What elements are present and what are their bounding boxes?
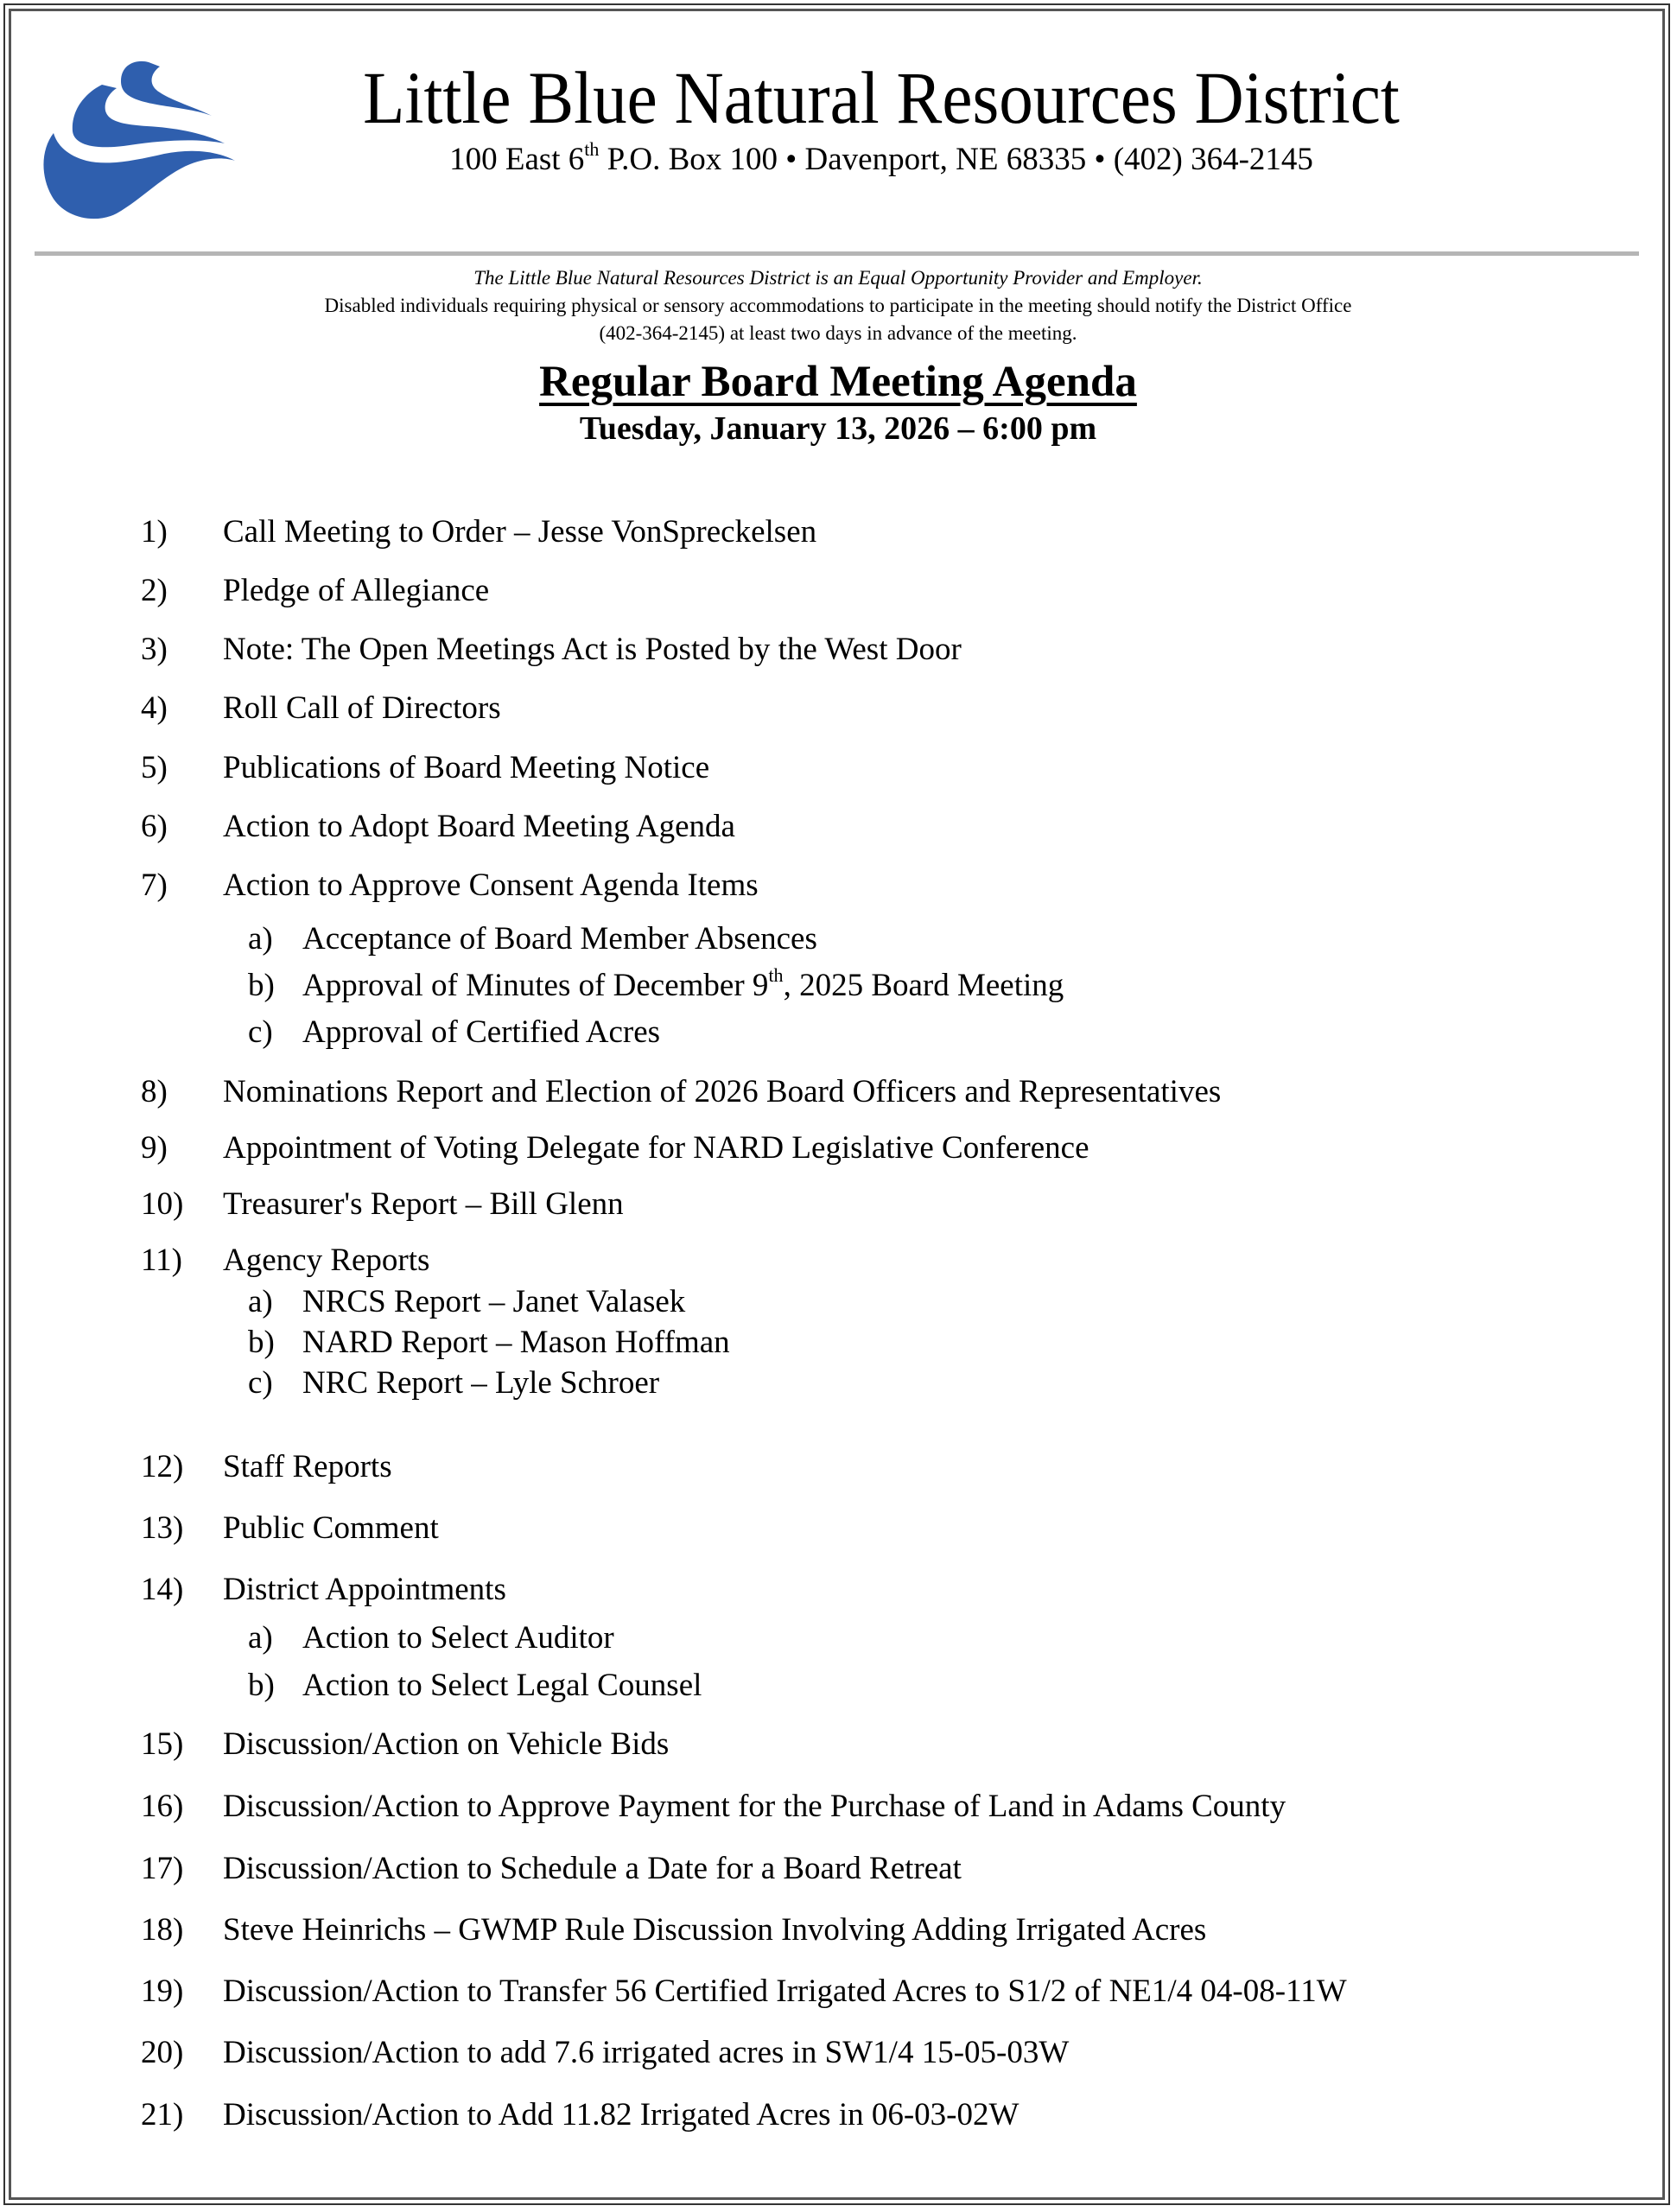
subitem-text: NRCS Report – Janet Valasek [302,1284,686,1319]
item-number: 9) [141,1130,168,1166]
item-text: Discussion/Action to add 7.6 irrigated acres in SW1/4 15-05-03W [223,2035,1070,2070]
item-text: Steve Heinrichs – GWMP Rule Discussion Involving Adding Irrigated Acres [223,1912,1207,1948]
subitem-letter: a) [248,1620,273,1656]
subitem-letter: a) [248,1284,273,1319]
item-number: 15) [141,1726,184,1762]
item-number: 1) [141,514,168,550]
item-text: Action to Adopt Board Meeting Agenda [223,809,735,844]
item-number: 13) [141,1510,184,1546]
accommodations-notice-line2: (402-364-2145) at least two days in advance of the meeting. [599,322,1077,344]
item-number: 6) [141,809,168,844]
item-text: Staff Reports [223,1449,392,1484]
equal-opportunity-statement: The Little Blue Natural Resources District is an Equal Opportunity Provider and Employer. [473,267,1203,289]
subitem-text-part: Approval of Minutes of December 9 [302,968,769,1003]
address-street: 100 East 6 [449,142,585,177]
item-number: 21) [141,2097,184,2133]
item-text: Treasurer's Report – Bill Glenn [223,1186,624,1222]
item-number: 7) [141,868,168,903]
subitem-letter: b) [248,1325,275,1360]
subitem-text: Action to Select Auditor [302,1620,614,1656]
organization-address [259,138,1503,181]
item-text: Public Comment [223,1510,439,1546]
item-text: Appointment of Voting Delegate for NARD Legislative Conference [223,1130,1089,1166]
item-number: 12) [141,1449,184,1484]
subitem-text [302,965,1064,1007]
subitem-letter: c) [248,1014,273,1050]
address-contact: P.O. Box 100 • Davenport, NE 68335 • (402) 364-2145 [599,142,1313,177]
item-text: Nominations Report and Election of 2026 Board Officers and Representatives [223,1074,1222,1109]
item-text: Publications of Board Meeting Notice [223,750,710,785]
water-wave-logo-icon [35,54,242,226]
subitem-text: Acceptance of Board Member Absences [302,921,817,957]
item-number: 4) [141,690,168,726]
item-text: Note: The Open Meetings Act is Posted by the West Door [223,632,962,667]
item-text: Agency Reports [223,1243,430,1278]
item-text: Action to Approve Consent Agenda Items [223,868,759,903]
item-text: Call Meeting to Order – Jesse VonSpreckelsen [223,514,817,550]
item-number: 20) [141,2035,184,2070]
organization-name: Little Blue Natural Resources District [363,56,1400,139]
item-number: 8) [141,1074,168,1109]
agenda-title [346,356,1331,408]
item-number: 2) [141,573,168,608]
subitem-text: Approval of Certified Acres [302,1014,661,1050]
subitem-letter: b) [248,1668,275,1703]
item-number: 18) [141,1912,184,1948]
subitem-text: NRC Report – Lyle Schroer [302,1365,660,1401]
item-number: 14) [141,1572,184,1607]
agenda-title-text: Regular Board Meeting Agenda [539,358,1137,406]
header-divider [35,251,1639,256]
notice-block [138,264,1538,347]
item-number: 10) [141,1186,184,1222]
item-text: District Appointments [223,1572,506,1607]
item-number: 5) [141,750,168,785]
meeting-date-time: Tuesday, January 13, 2026 – 6:00 pm [579,410,1097,447]
subitem-text: Action to Select Legal Counsel [302,1668,702,1703]
item-text: Roll Call of Directors [223,690,501,726]
subitem-text-part: , 2025 Board Meeting [783,968,1064,1003]
item-text: Discussion/Action to Add 11.82 Irrigated Acres in 06-03-02W [223,2097,1020,2133]
subitem-text: NARD Report – Mason Hoffman [302,1325,730,1360]
address-superscript: th [584,138,600,160]
item-number: 17) [141,1851,184,1886]
accommodations-notice-line1: Disabled individuals requiring physical or sensory accommodations to participate in the meeting should notify the District Office [324,295,1352,316]
item-text: Discussion/Action to Transfer 56 Certified Irrigated Acres to S1/2 of NE1/4 04-08-11W [223,1974,1347,2009]
item-text: Discussion/Action to Schedule a Date for a Board Retreat [223,1851,962,1886]
subitem-superscript: th [768,964,784,986]
item-text: Discussion/Action to Approve Payment for the Purchase of Land in Adams County [223,1789,1286,1824]
subitem-letter: c) [248,1365,273,1401]
subitem-letter: b) [248,968,275,1003]
item-number: 16) [141,1789,184,1824]
item-number: 3) [141,632,168,667]
subitem-letter: a) [248,921,273,957]
item-text: Discussion/Action on Vehicle Bids [223,1726,670,1762]
item-number: 19) [141,1974,184,2009]
item-number: 11) [141,1243,182,1278]
item-text: Pledge of Allegiance [223,573,490,608]
